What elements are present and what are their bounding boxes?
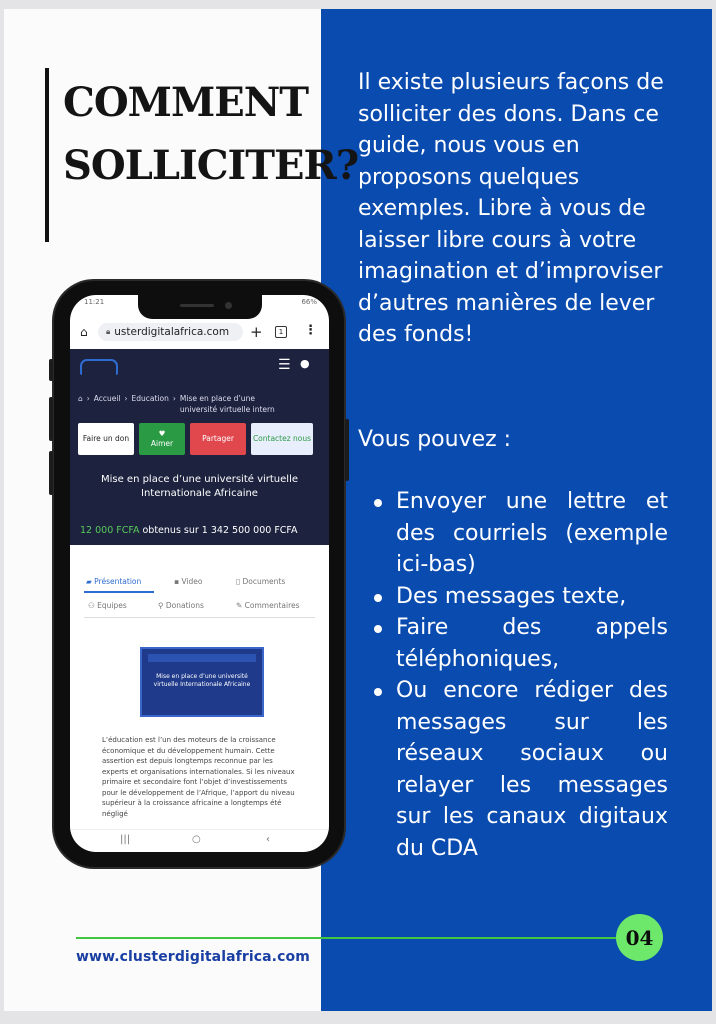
breadcrumb-current: Mise en place d’une université virtuelle intern [179,394,275,414]
faire-un-don-button[interactable]: Faire un don [78,423,134,455]
lock-icon: 🔒︎ [106,327,111,336]
footer-website-link[interactable]: www.clusterdigitalafrica.com [76,949,310,965]
title-accent-bar [45,68,49,242]
browser-address-bar [70,317,329,349]
title-line-1: COMMENT [63,79,309,126]
aimer-label: Aimer [150,439,174,448]
tab-count-icon[interactable]: 1 [275,326,287,338]
tab-equipes[interactable]: ⚇ Equipes [88,601,127,610]
speaker-grille [180,304,214,307]
page-number-badge: 04 [616,914,663,961]
tab-video[interactable]: ▪ Video [174,577,203,586]
list-item: Faire des appels téléphoniques, [368,612,668,675]
list-item: Envoyer une lettre et des courriels (exemple ici-bas) [368,486,668,581]
tab-commentaires[interactable]: ✎ Commentaires [236,601,300,610]
list-item: Des messages texte, [368,581,668,613]
page [4,9,712,1011]
recent-apps-icon[interactable]: ||| [120,834,131,845]
aimer-button[interactable] [139,423,185,455]
project-header [70,349,329,545]
page-title [63,71,358,197]
tab-donations[interactable]: ⚲ Donations [158,601,204,610]
title-line-2: SOLLICITER? [63,142,359,189]
site-logo[interactable] [80,359,118,375]
list-item: Ou encore rédiger des messages sur les réseaux sociaux ou relayer les messages sur les canaux digitaux du CDA [368,675,668,864]
phone-screen [70,295,329,852]
breadcrumb-education[interactable]: Education [131,394,169,403]
new-tab-icon[interactable]: + [250,323,263,341]
home-button-icon[interactable]: ○ [192,834,201,845]
tab-documents[interactable]: ▯ Documents [236,577,286,586]
user-icon[interactable]: ● [300,357,310,370]
image-caption: Mise en place d’une université virtuelle Internationale Africaine [153,673,251,688]
front-camera [225,302,232,309]
intro-paragraph: Il existe plusieurs façons de solliciter des dons. Dans ce guide, nous vous en proposons quelques exemples. Libre à vous de laisser libre cours à votre imagination et d’improviser d’autres manières de lever des fonds! [358,70,664,347]
phone-mockup [54,281,344,867]
image-banner [148,654,256,662]
phone-volume-up-button [49,397,53,441]
phone-power-button [345,419,349,481]
action-buttons [78,423,313,455]
project-title: Mise en place d’une université virtuelle Internationale Africaine [100,474,299,499]
phone-side-button [49,359,53,381]
breadcrumb: ⌂ › Accueil › Education › Mise en place d’une université virtuelle intern [78,393,323,415]
phone-notch [138,295,262,319]
funding-status [80,525,319,536]
project-image [140,647,264,717]
footer-divider [76,937,616,939]
kebab-menu-icon[interactable]: ⋮ [304,323,317,338]
back-icon[interactable]: ‹ [266,834,270,845]
status-time: 11:21 [84,298,105,306]
phone-volume-down-button [49,451,53,495]
tab-presentation[interactable]: ▰ Présentation [86,577,142,586]
funding-obtained: 12 000 FCFA [80,525,140,536]
breadcrumb-accueil[interactable]: Accueil [93,394,121,403]
partager-button[interactable]: Partager [190,423,246,455]
options-list [368,486,668,864]
status-battery: 66% [301,298,317,306]
url-text: usterdigitalafrica.com [114,326,230,338]
contactez-nous-button[interactable]: Contactez nous [251,423,313,455]
article-text: L’éducation est l’un des moteurs de la croissance économique et du développement humain. Cette assertion est depuis longtemps reconnue par les experts et organisations internationales. Si les niveaux primaire et secondaire font l’objet d’investissements pour le développement de l’Afrique, l’apport du niveau supérieur à la croissance africaine a longtemps été négligé [102,736,295,818]
vous-pouvez-heading: Vous pouvez : [358,427,512,452]
breadcrumb-home-icon[interactable]: ⌂ [78,394,83,403]
heart-icon: ♥ [158,429,166,438]
android-nav-bar [70,829,329,852]
active-tab-indicator [84,591,154,593]
hamburger-icon[interactable]: ☰ [278,357,291,373]
url-field[interactable] [98,323,243,341]
home-icon[interactable]: ⌂ [80,325,88,339]
tabs-divider [84,617,315,618]
funding-target: obtenus sur 1 342 500 000 FCFA [142,525,298,536]
